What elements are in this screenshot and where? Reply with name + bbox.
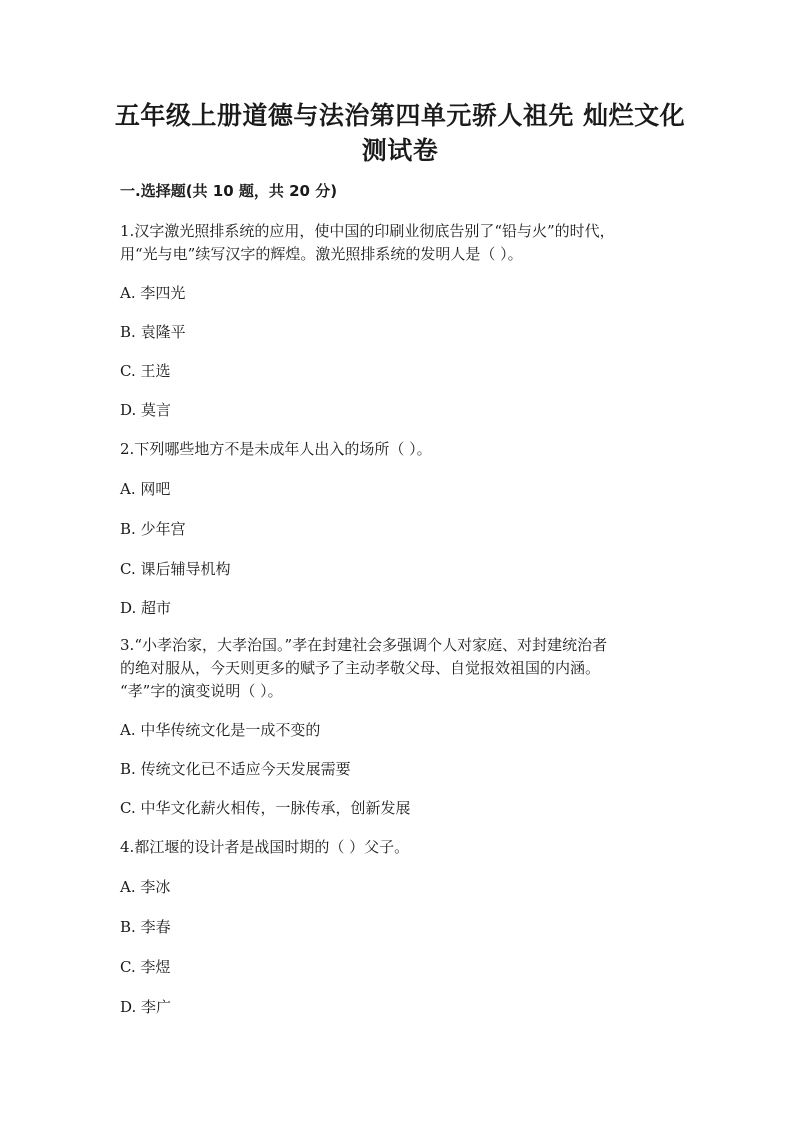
option-letter: B . — [120, 918, 141, 936]
answer-option — [120, 876, 700, 897]
option-text: 王选 — [140, 362, 171, 380]
section-heading: 一.选择题(共 10 题，共 20 分) — [120, 182, 338, 200]
question-stem-line — [120, 836, 700, 857]
option-letter: B . — [120, 760, 141, 778]
option-text: 超市 — [141, 599, 172, 617]
answer-option — [120, 360, 700, 381]
question-number: 4 . — [120, 838, 134, 856]
option-letter: A . — [120, 284, 140, 302]
option-letter: D . — [120, 599, 141, 617]
question-number: 3 . — [120, 636, 134, 654]
answer-option — [120, 956, 700, 977]
option-text: 少年宫 — [140, 520, 186, 538]
question-stem-text: “小孝治家，大孝治国。”孝在封建社会多强调个人对家庭、对封建统治者 — [134, 636, 608, 654]
answer-option — [120, 996, 700, 1017]
option-text: 课后辅导机构 — [140, 560, 231, 578]
page-title: 五年级上册道德与法治第四单元骄人祖先 灿烂文化 — [114, 101, 686, 130]
question-stem-text: 下列哪些地方不是未成年人出入的场所（ ）。 — [134, 440, 432, 458]
question-stem-text: 都江堰的设计者是战国时期的（ ）父子。 — [134, 838, 410, 856]
question-number: 1 . — [120, 222, 134, 240]
option-letter: C . — [120, 362, 141, 380]
question-stem-line: “孝”字的演变说明（ ）。 — [120, 682, 283, 700]
question-stem-line: 的绝对服从，今天则更多的赋予了主动孝敬父母、自觉报效祖国的内涵。 — [120, 659, 601, 677]
option-text: 袁隆平 — [140, 323, 186, 341]
option-letter: B . — [120, 520, 141, 538]
option-text: 莫言 — [141, 401, 172, 419]
option-letter: C . — [120, 560, 141, 578]
option-letter: A . — [120, 721, 140, 739]
option-text: 李煜 — [140, 958, 171, 976]
page-title-line2: 测试卷 — [361, 136, 439, 165]
question-stem-line — [120, 220, 700, 241]
option-text: 中华文化薪火相传，一脉传承，创新发展 — [140, 799, 411, 817]
option-text: 李广 — [141, 998, 172, 1016]
option-text: 中华传统文化是一成不变的 — [140, 721, 321, 739]
answer-option — [120, 797, 700, 818]
option-letter: D . — [120, 401, 141, 419]
option-text: 传统文化已不适应今天发展需要 — [140, 760, 351, 778]
answer-option — [120, 478, 700, 499]
question-stem-line: 用“光与电”续写汉字的辉煌。激光照排系统的发明人是（ ）。 — [120, 245, 523, 263]
option-text: 李四光 — [140, 284, 186, 302]
answer-option — [120, 399, 700, 420]
option-letter: D . — [120, 998, 141, 1016]
option-text: 李冰 — [140, 878, 171, 896]
option-text: 网吧 — [140, 480, 171, 498]
option-text: 李春 — [140, 918, 171, 936]
option-letter: B . — [120, 323, 141, 341]
answer-option — [120, 597, 700, 618]
option-letter: A . — [120, 480, 140, 498]
answer-option — [120, 719, 700, 740]
answer-option — [120, 282, 700, 303]
answer-option — [120, 558, 700, 579]
answer-option — [120, 321, 700, 342]
question-number: 2 . — [120, 440, 134, 458]
answer-option — [120, 916, 700, 937]
answer-option — [120, 518, 700, 539]
option-letter: C . — [120, 958, 141, 976]
option-letter: C . — [120, 799, 141, 817]
option-letter: A . — [120, 878, 140, 896]
question-stem-text: 汉字激光照排系统的应用，使中国的印刷业彻底告别了“铅与火”的时代， — [134, 222, 615, 240]
question-stem-line — [120, 634, 700, 655]
answer-option — [120, 758, 700, 779]
question-stem-line — [120, 438, 700, 459]
